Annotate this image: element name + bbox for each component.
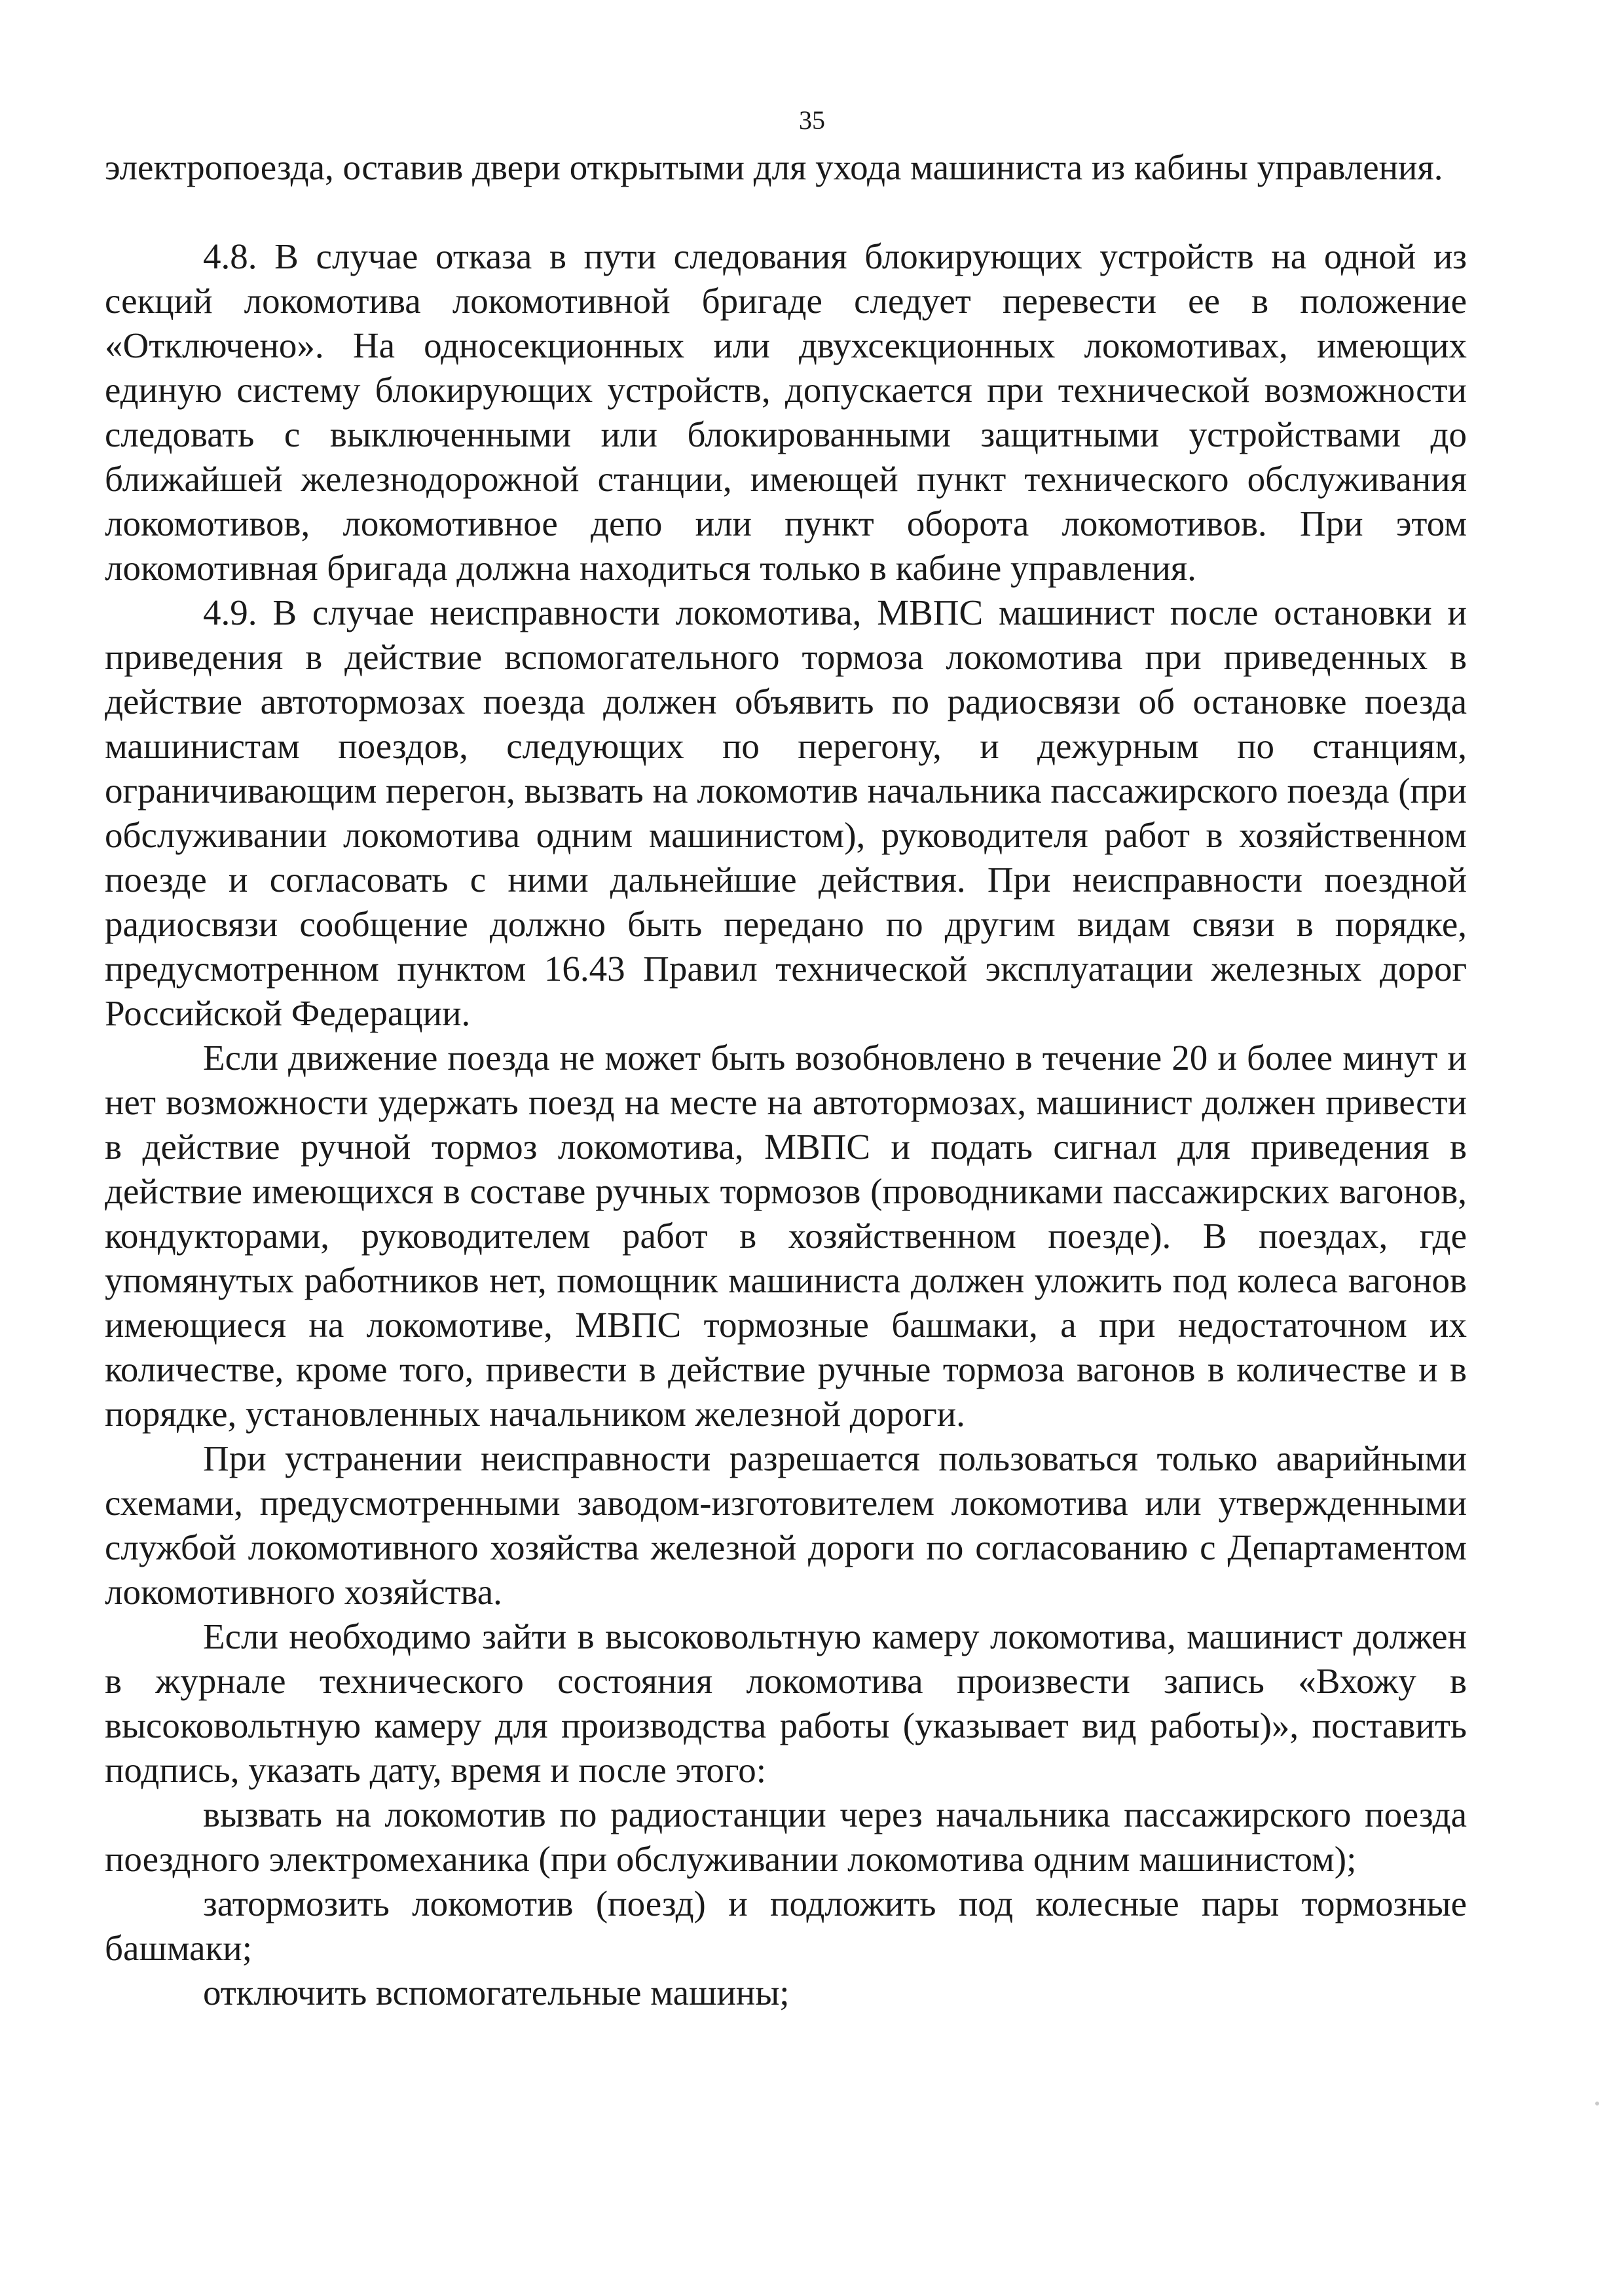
paragraph-train-stop: Если движение поезда не может быть возобновлено в течение 20 и более минут и нет возможности удержать поезд на месте на автотормозах, машинист должен привести в действие ручной тормоз локомотива, МВПС и подать сигнал для приведения в действие имеющихся в составе ручных тормозов (проводниками пассажирских вагонов, кондукторами, руководителем работ в хозяйственном поезде). В поездах, где упомянутых работников нет, помощник машиниста должен уложить под колеса вагонов имеющиеся на локомотиве, МВПС тормозные башмаки, а при недостаточном их количестве, кроме того, привести в действие ручные тормоза вагонов в количестве и в порядке, установленных начальником железной дороги. [105,1038,1467,1434]
page-number: 35 [799,105,825,135]
list-item-brake-locomotive: затормозить локомотив (поезд) и подложить под колесные пары тормозные башмаки; [105,1884,1467,1968]
paragraph-high-voltage-chamber: Если необходимо зайти в высоковольтную камеру локомотива, машинист должен в журнале технического состояния локомотива произвести запись «Вхожу в высоковольтную камеру для производства работы (указывает вид работы)», поставить подпись, указать дату, время и после этого: [105,1616,1467,1790]
list-item-call-electromechanic: вызвать на локомотив по радиостанции через начальника пассажирского поезда поездного электромеханика (при обслуживании локомотива одним машинистом); [105,1795,1467,1879]
paragraph-4-8: 4.8. В случае отказа в пути следования блокирующих устройств на одной из секций локомотива локомотивной бригаде следует перевести ее в положение «Отключено». На односекционных или двухсекционных локомотивах, имеющих единую систему блокирующих устройств, допускается при технической возможности следовать с выключенными или блокированными защитными устройствами до ближайшей железнодорожной станции, имеющей пункт технического обслуживания локомотивов, локомотивное депо или пункт оборота локомотивов. При этом локомотивная бригада должна находиться только в кабине управления. [105,236,1467,588]
scan-speck [1595,2102,1599,2105]
document-body [105,145,1467,2015]
paragraph-4-9: 4.9. В случае неисправности локомотива, МВПС машинист после остановки и приведения в действие вспомогательного тормоза локомотива при приведенных в действие автотормозах поезда должен объявить по радиосвязи об остановке поезда машинистам поездов, следующих по перегону, и дежурным по станциям, ограничивающим перегон, вызвать на локомотив начальника пассажирского поезда (при обслуживании локомотива одним машинистом), руководителя работ в хозяйственном поезде и согласовать с ними дальнейшие действия. При неисправности поездной радиосвязи сообщение должно быть передано по другим видам связи в порядке, предусмотренном пунктом 16.43 Правил технической эксплуатации железных дорог Российской Федерации. [105,592,1467,1033]
list-item-disable-machines: отключить вспомогательные машины; [203,1973,790,2013]
paragraph-emergency-schemes: При устранении неисправности разрешается пользоваться только аварийными схемами, предусмотренными заводом-изготовителем локомотива или утвержденными службой локомотивного хозяйства железной дороги по согласованию с Департаментом локомотивного хозяйства. [105,1438,1467,1612]
paragraph-continuation: электропоезда, оставив двери открытыми для ухода машиниста из кабины управления. [105,147,1443,187]
